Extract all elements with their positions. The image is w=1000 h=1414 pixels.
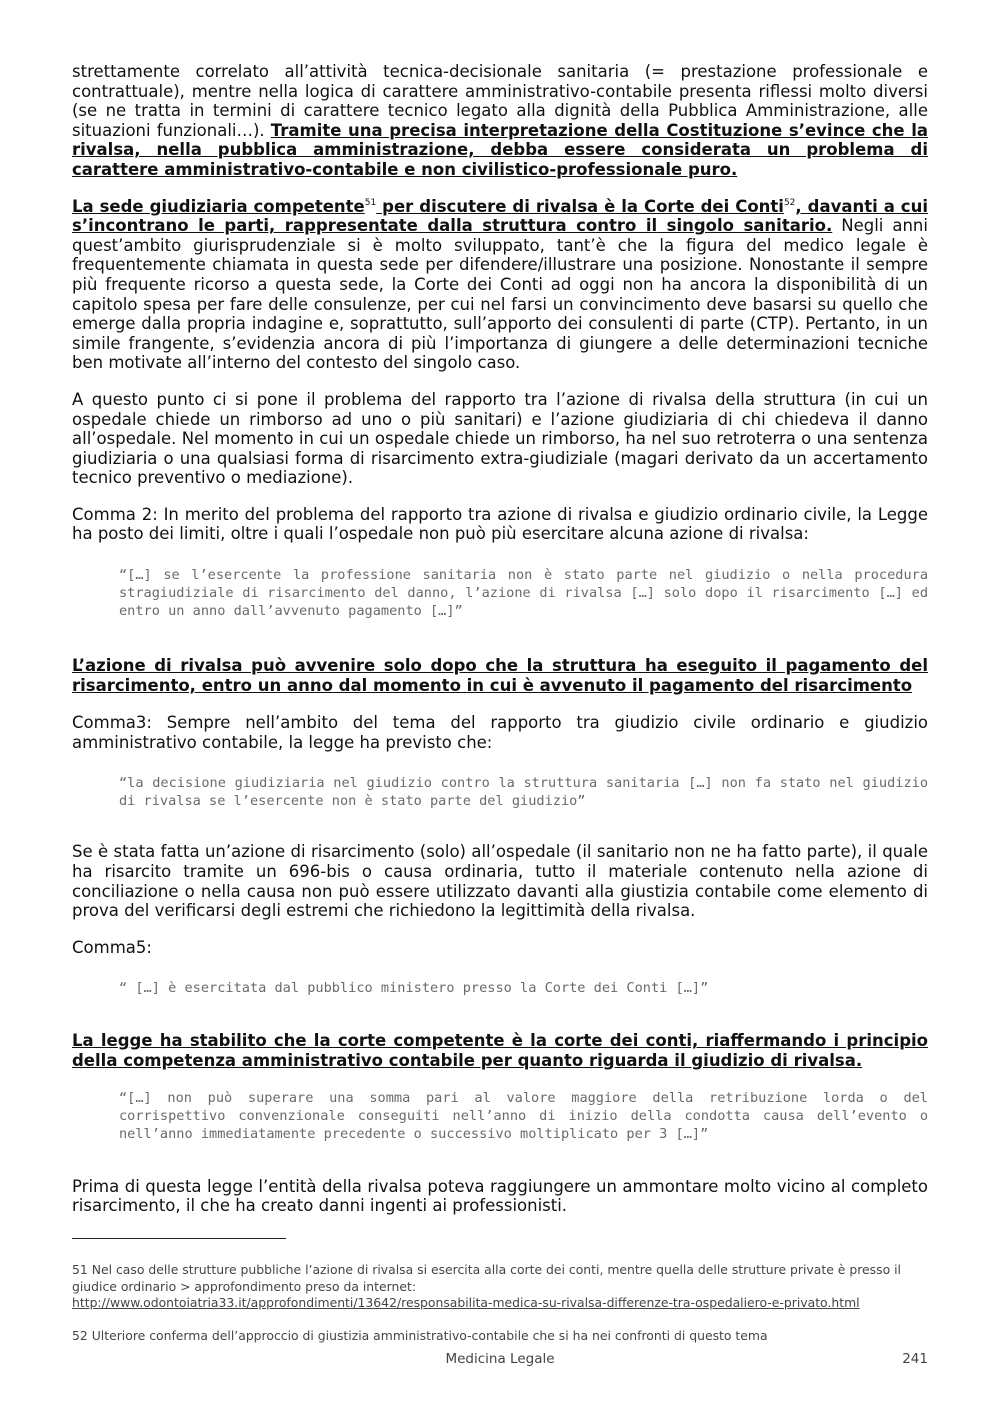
paragraph: Comma 2: In merito del problema del rapporto tra azione di rivalsa e giudizio ordinario civile, la Legge ha posto dei limiti, oltre i quali l’ospedale non può più esercitare alcuna azione di rivalsa: [72,504,928,544]
block-quote: “la decisione giudiziaria nel giudizio contro la struttura sanitaria […] non fa stato nel giudizio di rivalsa se l’esercente non è stato parte del giudizio” [119,775,928,810]
footnote-52: 52 Ulteriore conferma dell’approccio di giustizia amministrativo-contabile che si ha nei confronti di questo tema [72,1328,768,1343]
footnote-51 [72,1262,928,1312]
footnote-link[interactable]: http://www.odontoiatria33.it/approfondimenti/13642/responsabilita-medica-su-rivalsa-differenze-tra-ospedaliero-e-privato.html [72,1295,860,1311]
emphasized-text: per discutere di rivalsa è la Corte dei Conti [376,196,784,216]
paragraph: Comma5: [72,937,152,957]
emphasized-text: Tramite una precisa interpretazione della Costituzione s’evince che la rivalsa, nella pubblica amministrazione, debba essere considerata un problema di carattere amministrativo-contabile e non civilistico-professionale puro. [72,120,928,179]
paragraph [72,62,928,180]
footnote-ref-51[interactable]: 51 [364,197,377,208]
paragraph-text: strettamente correlato all’attività tecnica-decisionale sanitaria (= prestazione professionale e contrattuale), mentre nella logica di carattere amministrativo-contabile presenta riflessi molto diversi (se ne tratta in termini di carattere tecnico legato alla dignità della Pubblica Amministrazione, alle situazioni funzionali…). [72,62,928,140]
footer-title: Medicina Legale [445,1351,555,1367]
paragraph: Prima di questa legge l’entità della rivalsa poteva raggiungere un ammontare molto vicino al completo risarcimento, il che ha creato danni ingenti ai professionisti. [72,1176,928,1216]
section-heading: La legge ha stabilito che la corte competente è la corte dei conti, riaffermando i principio della competenza amministrativo contabile per quanto riguarda il giudizio di rivalsa. [72,1031,928,1070]
paragraph [72,197,928,373]
page-number: 241 [902,1351,928,1367]
footnote-ref-52[interactable]: 52 [783,197,796,208]
emphasized-text: La sede giudiziaria competente [72,196,365,216]
emphasized-text: , davanti a cui s’incontrano le parti, rappresentate dalla struttura contro il singolo sanitario. [72,196,928,236]
section-heading: L’azione di rivalsa può avvenire solo dopo che la struttura ha eseguito il pagamento del risarcimento, entro un anno dal momento in cui è avvenuto il pagamento del risarcimento [72,656,928,695]
page-body [72,62,928,1233]
footnote-text: 51 Nel caso delle strutture pubbliche l’azione di rivalsa si esercita alla corte dei conti, mentre quella delle strutture private è presso il giudice ordinario > approfondimento preso da internet: [72,1262,901,1294]
block-quote: “[…] se l’esercente la professione sanitaria non è stato parte nel giudizio o nella procedura stragiudiziale di risarcimento del danno, l’azione di rivalsa […] solo dopo il risarcimento […] ed entro un anno dall’avvenuto pagamento […]” [119,567,928,620]
block-quote: “ […] è esercitata dal pubblico ministero presso la Corte dei Conti […]” [119,980,709,997]
paragraph-text: Negli anni quest’ambito giurisprudenziale si è molto sviluppato, tant’è che la figura del medico legale è frequentemente chiamata in questa sede per difendere/illustrare una posizione. Nonostante il sempre più frequente ricorso a questa sede, la Corte dei Conti ad oggi non ha ancora la disponibilità di un capitolo spesa per fare delle consulenze, per cui nel farsi un convincimento deve basarsi su quello che emerge dalla propria indagine e, soprattutto, sull’apporto dei consulenti di parte (CTP). Pertanto, in un simile frangente, s’evidenzia ancora di più l’importanza di giungere a delle determinazioni tecniche ben motivate all’interno del contesto del singolo caso. [72,216,928,373]
paragraph: Comma3: Sempre nell’ambito del tema del rapporto tra giudizio civile ordinario e giudizio amministrativo contabile, la legge ha previsto che: [72,713,928,752]
block-quote: “[…] non può superare una somma pari al valore maggiore della retribuzione lorda o del corrispettivo convenzionale conseguiti nell’anno di inizio della condotta causa dell’evento o nell’anno immediatamente precedente o successivo moltiplicato per 3 […]” [119,1089,928,1142]
paragraph: Se è stata fatta un’azione di risarcimento (solo) all’ospedale (il sanitario non ne ha fatto parte), il quale ha risarcito tramite un 696-bis o causa ordinaria, tutto il materiale contenuto nella azione di conciliazione o nella causa non può essere utilizzato davanti alla giustizia contabile come elemento di prova del verificarsi degli estremi che richiedono la legittimità della rivalsa. [72,842,928,921]
paragraph: A questo punto ci si pone il problema del rapporto tra l’azione di rivalsa della struttura (in cui un ospedale chiede un rimborso ad uno o più sanitari) e l’azione giudiziaria di chi chiedeva il danno all’ospedale. Nel momento in cui un ospedale chiede un rimborso, ha nel suo retroterra o una sentenza giudiziaria o una qualsiasi forma di risarcimento extra-giudiziale (magari derivato da un accertamento tecnico preventivo o mediazione). [72,389,928,488]
footnote-separator [72,1238,286,1239]
